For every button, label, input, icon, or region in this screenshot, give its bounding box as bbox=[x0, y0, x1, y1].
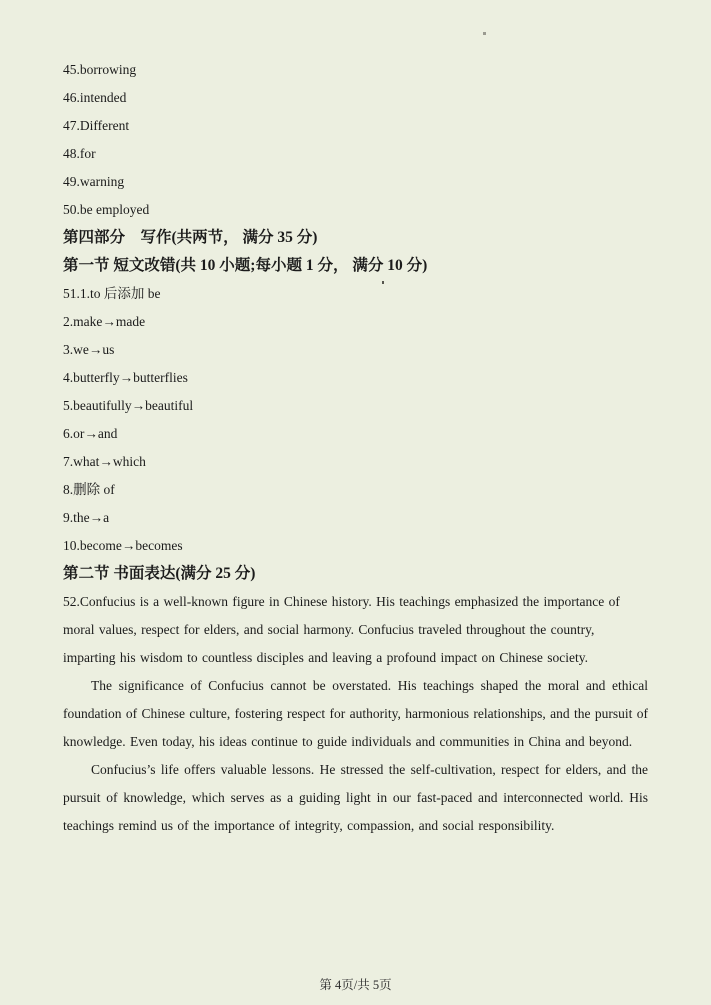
correction-item-1: 51.1.to 后添加 be bbox=[63, 286, 161, 301]
part4-section1-heading: 第一节 短文改错(共 10 小题;每小题 1 分， 满分 10 分) bbox=[63, 257, 428, 274]
correction-item-5: 5.beautifully→beautiful bbox=[63, 398, 194, 413]
correction-item-6: 6.or→and bbox=[63, 426, 118, 441]
answer-item-47: 47.Different bbox=[63, 118, 130, 133]
scan-speck-icon bbox=[483, 32, 486, 35]
page-content bbox=[63, 56, 648, 840]
correction-item-7: 7.what→which bbox=[63, 454, 146, 469]
correction-item-8: 8.删除 of bbox=[63, 482, 115, 497]
answer-item-50: 50.be employed bbox=[63, 202, 150, 217]
essay-paragraph-2: The significance of Confucius cannot be overstated. His teachings shaped the moral and ethical foundation of Chinese culture, fostering respect for authority, harmonious relationships, and the pursuit of knowledge. Even today, his ideas continue to guide individuals and communities in China and beyond. bbox=[63, 678, 648, 749]
answer-item-45: 45.borrowing bbox=[63, 62, 137, 77]
essay-paragraph-1: 52.Confucius is a well-known figure in Chinese history. His teachings emphasized the importance of moral values, respect for elders, and social harmony. Confucius traveled throughout the country, imparting his wisdom to countless disciples and leaving a profound impact on Chinese society. bbox=[63, 594, 620, 665]
answer-item-48: 48.for bbox=[63, 146, 96, 161]
correction-item-4: 4.butterfly→butterflies bbox=[63, 370, 188, 385]
part4-heading: 第四部分 写作(共两节， 满分 35 分) bbox=[63, 229, 318, 246]
part4-section2-heading: 第二节 书面表达(满分 25 分) bbox=[63, 565, 256, 582]
answer-item-46: 46.intended bbox=[63, 90, 127, 105]
correction-item-3: 3.we→us bbox=[63, 342, 115, 357]
correction-item-10: 10.become→becomes bbox=[63, 538, 183, 553]
essay-paragraph-3: Confucius’s life offers valuable lessons. He stressed the self-cultivation, respect for elders, and the pursuit of knowledge, which serves as a guiding light in our fast-paced and interconnected world. His teachings remind us of the importance of integrity, compassion, and social responsibility. bbox=[63, 762, 648, 833]
correction-item-2: 2.make→made bbox=[63, 314, 146, 329]
answer-item-49: 49.warning bbox=[63, 174, 125, 189]
corrections-list bbox=[63, 280, 648, 560]
page-number: 第 4页/共 5页 bbox=[319, 978, 392, 992]
answers-list-45-50 bbox=[63, 56, 648, 224]
correction-item-9: 9.the→a bbox=[63, 510, 110, 525]
